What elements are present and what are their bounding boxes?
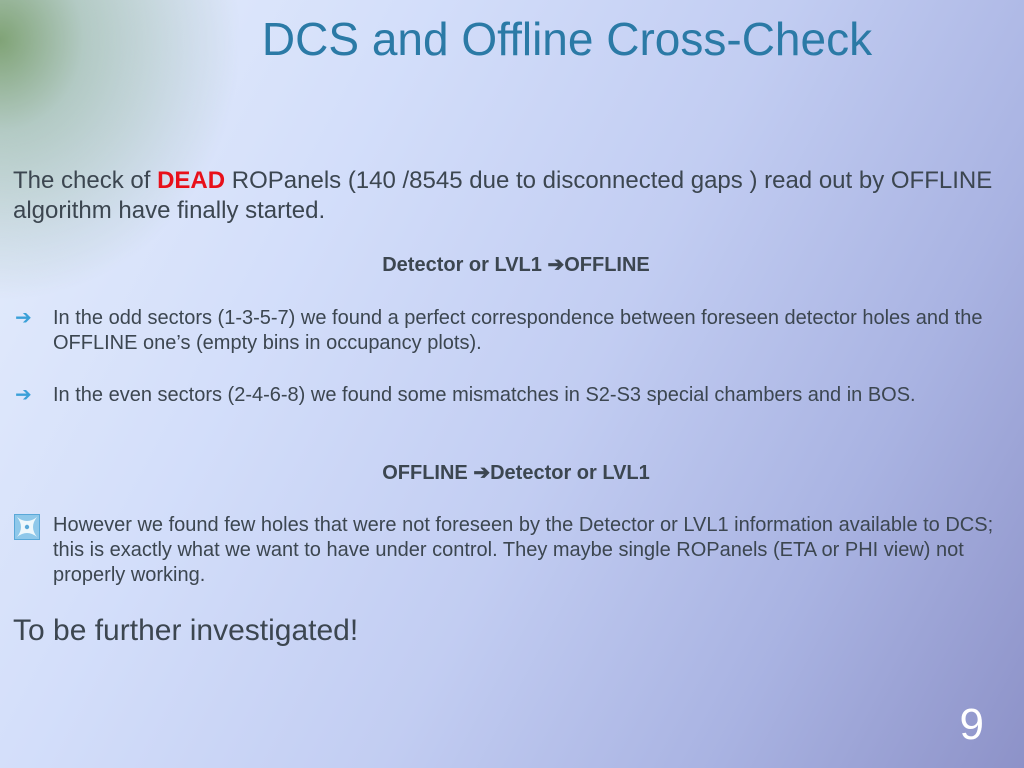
bullet-even-sectors: In the even sectors (2-4-6-8) we found some mismatches in S2-S3 special chambers and in BOS. xyxy=(53,384,916,406)
dead-highlight: DEAD xyxy=(157,167,226,194)
intro-paragraph xyxy=(13,166,1013,226)
intro-text-after: ROPanels (140 /8545 due to disconnected gaps ) read out by OFFLINE algorithm have finally started. xyxy=(13,167,993,224)
decorative-square-bullet-icon xyxy=(14,514,40,540)
page-number: 9 xyxy=(959,700,984,749)
arrow-bullet-icon: ➔ xyxy=(15,307,32,329)
bullet-odd-sectors: In the odd sectors (1-3-5-7) we found a perfect correspondence between foreseen detector holes and the OFFLINE one’s (empty bins in occupancy plots). xyxy=(53,307,983,354)
bullet-offline-holes: However we found few holes that were not foreseen by the Detector or LVL1 information available to DCS; this is exactly what we want to have under control. They maybe single ROPanels (ETA or PHI view) not properly working. xyxy=(53,514,994,586)
section-heading-detector-to-offline xyxy=(0,252,1024,277)
right-arrow-icon: ➔ xyxy=(547,254,565,276)
heading-left: OFFLINE xyxy=(382,462,474,484)
right-arrow-icon: ➔ xyxy=(473,462,491,484)
closing-statement: To be further investigated! xyxy=(13,614,359,647)
slide-title: DCS and Offline Cross-Check xyxy=(261,13,873,65)
arrow-bullet-icon: ➔ xyxy=(15,384,32,406)
heading-right: Detector or LVL1 xyxy=(490,462,650,484)
title-area xyxy=(0,0,1024,80)
intro-text-before: The check of xyxy=(13,167,158,194)
heading-left: Detector or LVL1 xyxy=(382,254,548,276)
section-heading-offline-to-detector xyxy=(0,460,1024,485)
heading-right: OFFLINE xyxy=(564,254,650,276)
